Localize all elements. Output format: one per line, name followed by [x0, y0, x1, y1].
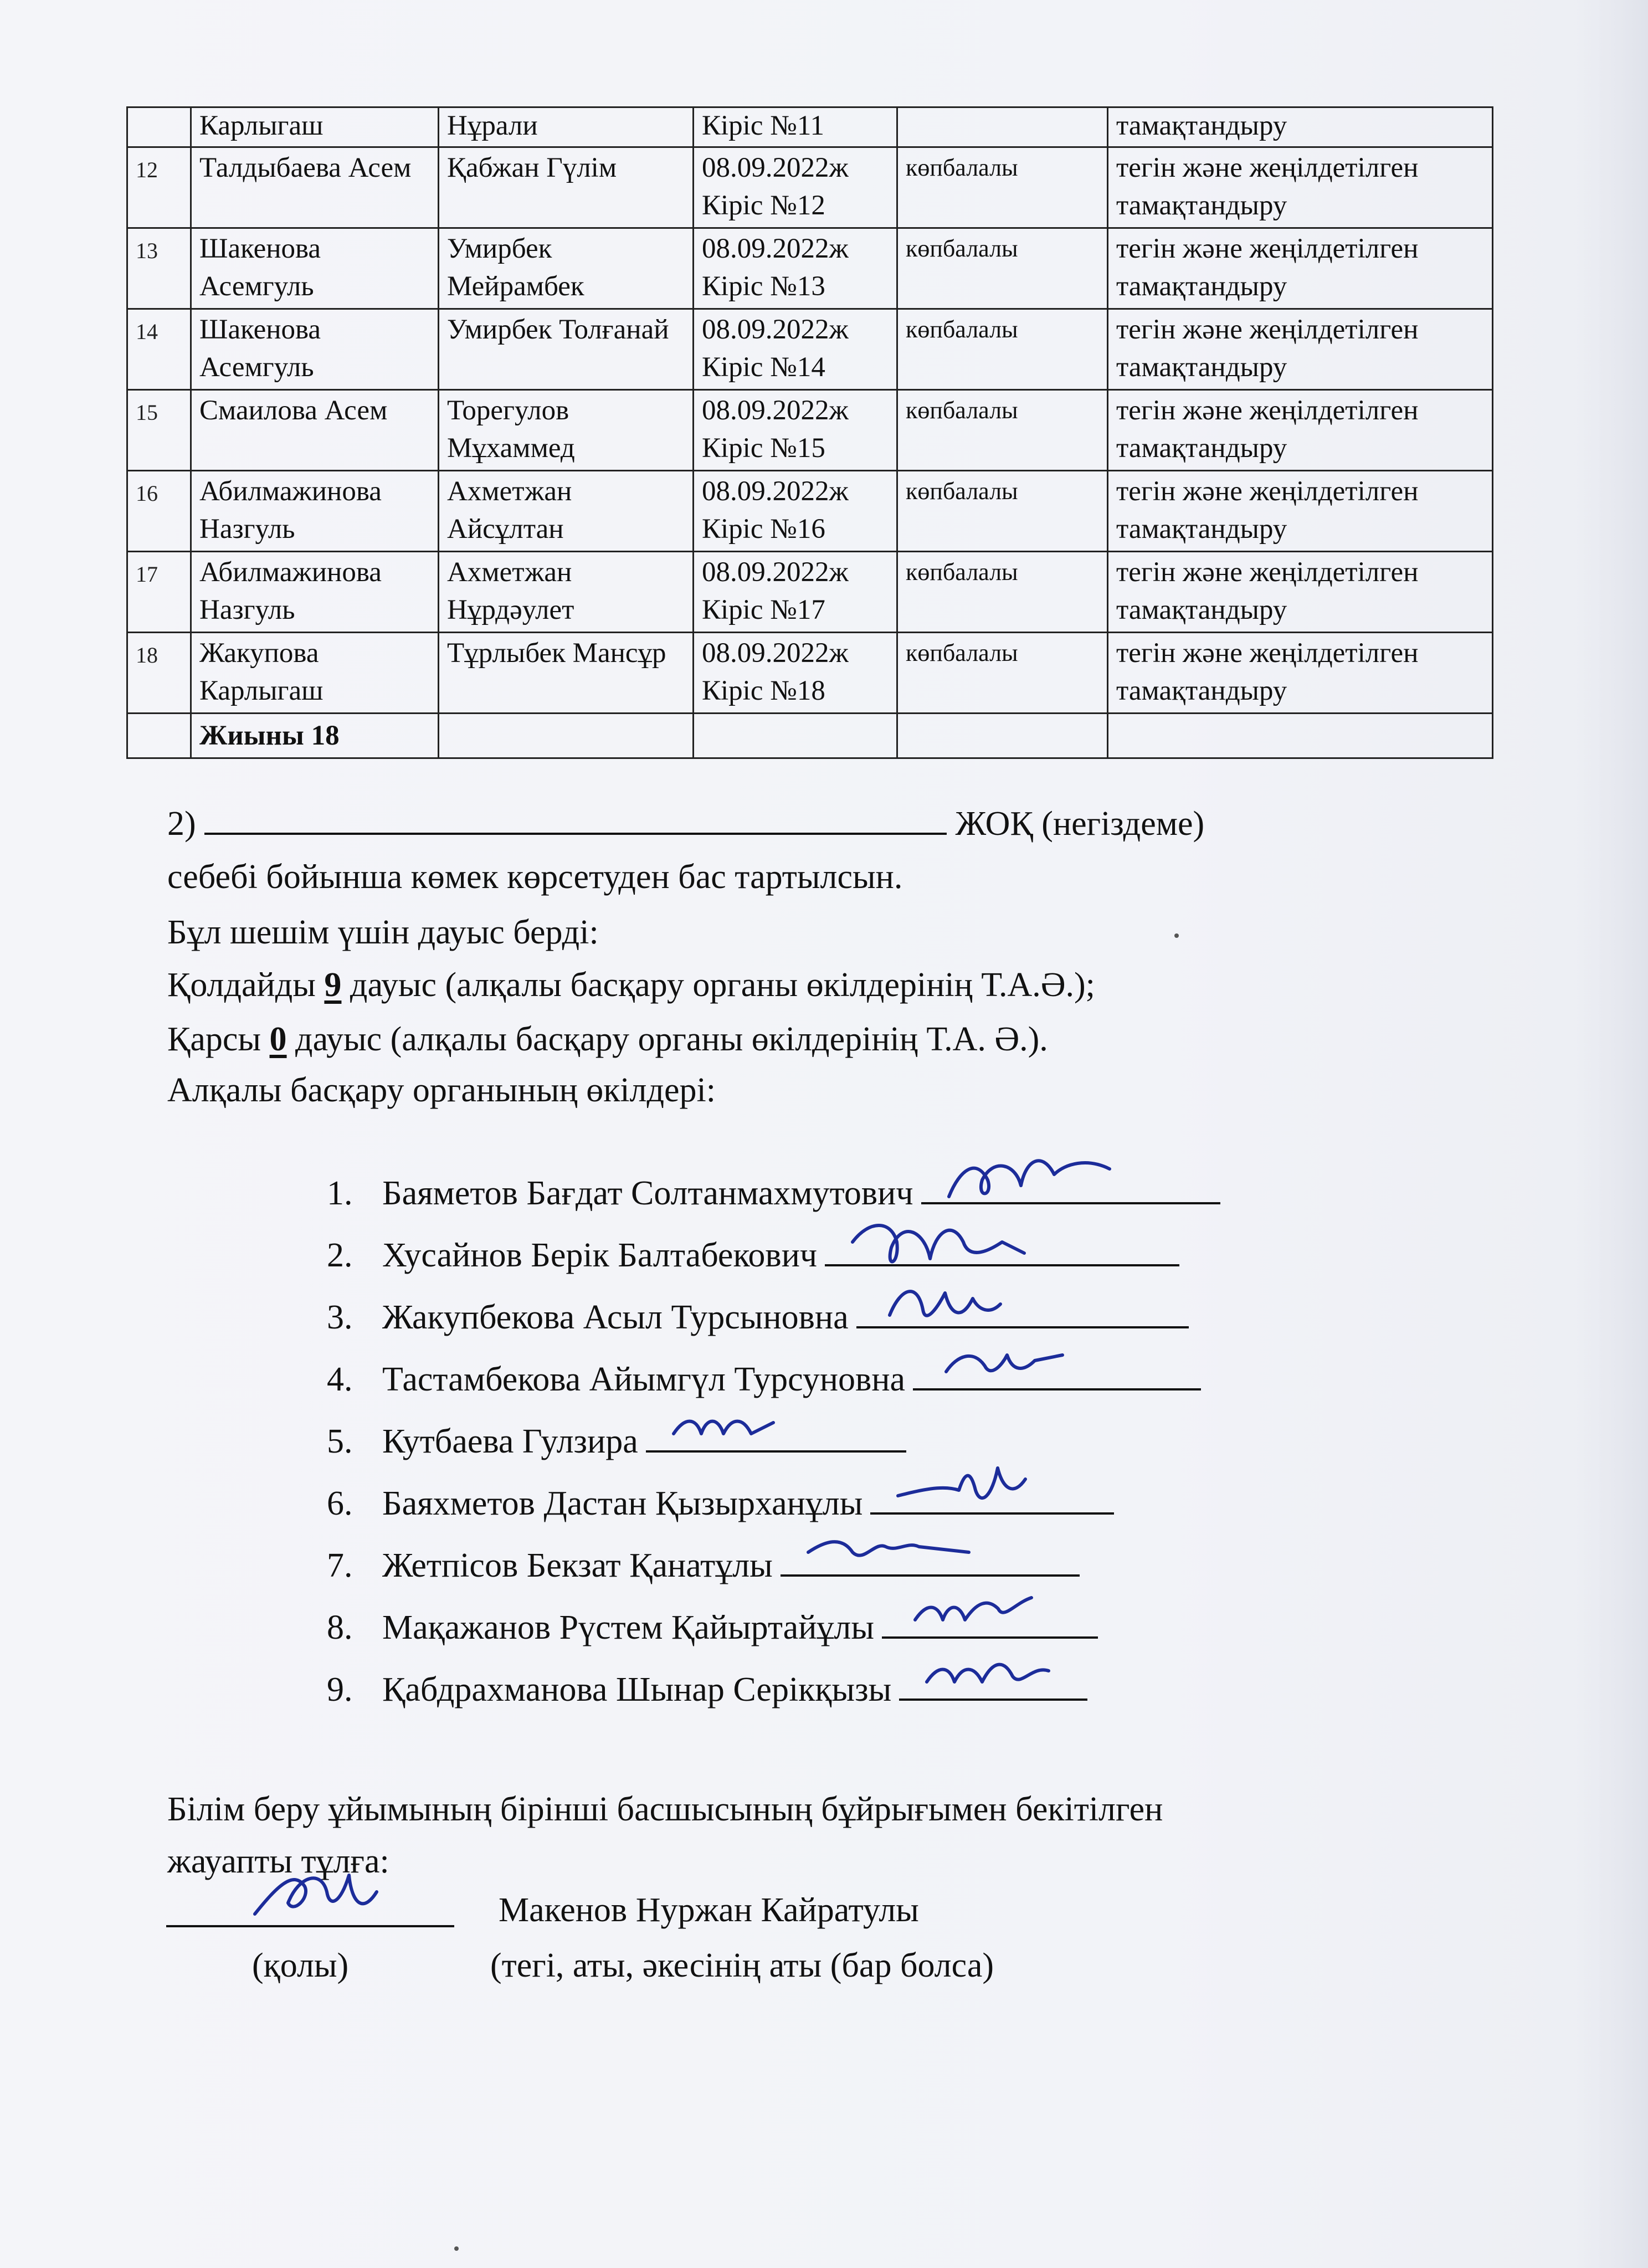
member-signature — [668, 1395, 856, 1467]
total-empty-cell — [127, 714, 191, 758]
member-signature — [803, 1519, 991, 1591]
paper-speck — [1174, 933, 1179, 938]
cell-date: 08.09.2022ж Кіріс №16 — [694, 471, 897, 552]
cell-date: 08.09.2022ж Кіріс №18 — [694, 633, 897, 714]
votes-against-line — [167, 1018, 1048, 1060]
cell-child: Умирбек Толғанай — [439, 309, 694, 390]
member-item — [327, 1417, 1220, 1479]
cell-category: көпбалалы — [897, 633, 1108, 714]
cell-num: 12 — [127, 147, 191, 228]
responsible-line-1: Білім беру ұйымының бірінші басшысының бұйрығымен бекітілген — [167, 1790, 1163, 1828]
cell-date: 08.09.2022ж Кіріс №14 — [694, 309, 897, 390]
cell-child: Ахметжан Айсұлтан — [439, 471, 694, 552]
member-signature — [943, 1147, 1132, 1219]
member-name: Баяхметов Дастан Қызырханұлы — [382, 1485, 863, 1522]
cell-applicant: Талдыбаева Асем — [191, 147, 439, 228]
cell-category: көпбалалы — [897, 309, 1108, 390]
cell-category: көпбалалы — [897, 471, 1108, 552]
cell-applicant: Смаилова Асем — [191, 390, 439, 471]
cell-num: 18 — [127, 633, 191, 714]
responsible-name: Макенов Нуржан Кайратулы — [499, 1891, 919, 1929]
member-signature — [879, 1271, 1067, 1343]
votes-against-label: Қарсы — [167, 1020, 261, 1058]
table-row — [127, 390, 1493, 471]
member-number: 1. — [327, 1174, 353, 1212]
signature-line — [913, 1355, 1201, 1390]
member-signature — [921, 1643, 1110, 1715]
cell-child: Ахметжан Нұрдәулет — [439, 552, 694, 633]
member-name: Мақажанов Рүстем Қайыртайұлы — [382, 1609, 874, 1646]
member-item — [327, 1231, 1220, 1293]
member-name: Жакупбекова Асыл Турсыновна — [382, 1299, 849, 1336]
member-name: Жетпісов Бекзат Қанатұлы — [382, 1547, 773, 1584]
votes-for-suffix: дауыс (алқалы басқару органы өкілдерінің Т.А.Ә.); — [350, 966, 1095, 1004]
cell-child: Нұрали — [439, 107, 694, 147]
signature-line — [921, 1169, 1220, 1204]
cell-num — [127, 107, 191, 147]
total-empty-cell — [897, 714, 1108, 758]
member-number: 2. — [327, 1236, 353, 1274]
member-number: 9. — [327, 1671, 353, 1708]
signature-line — [646, 1417, 906, 1453]
table-row — [127, 228, 1493, 309]
cell-date: 08.09.2022ж Кіріс №15 — [694, 390, 897, 471]
voted-text: Бұл шешім үшін дауыс берді: — [167, 914, 599, 951]
cell-service: тегін және жеңілдетілген тамақтандыру — [1108, 228, 1493, 309]
cell-service: тамақтандыру — [1108, 107, 1493, 147]
cell-date: 08.09.2022ж Кіріс №13 — [694, 228, 897, 309]
responsible-signature — [244, 1853, 388, 1931]
cell-category: көпбалалы — [897, 147, 1108, 228]
cell-service: тегін және жеңілдетілген тамақтандыру — [1108, 147, 1493, 228]
cell-applicant: Абилмажинова Назгуль — [191, 552, 439, 633]
cell-category: көпбалалы — [897, 390, 1108, 471]
total-empty-cell — [694, 714, 897, 758]
cell-category — [897, 107, 1108, 147]
total-empty-cell — [1108, 714, 1493, 758]
member-signature — [847, 1209, 1035, 1281]
item2-prefix: 2) — [167, 805, 196, 843]
cell-date: 08.09.2022ж Кіріс №12 — [694, 147, 897, 228]
cell-applicant: Жакупова Карлыгаш — [191, 633, 439, 714]
member-name: Қабдрахманова Шынар Серікқызы — [382, 1671, 892, 1708]
cell-category: көпбалалы — [897, 552, 1108, 633]
member-number: 4. — [327, 1361, 353, 1398]
total-empty-cell — [439, 714, 694, 758]
cell-child: Тұрлыбек Мансұр — [439, 633, 694, 714]
member-name: Баяметов Бағдат Солтанмахмутович — [382, 1174, 913, 1212]
member-number: 6. — [327, 1485, 353, 1522]
cell-num: 17 — [127, 552, 191, 633]
cell-service: тегін және жеңілдетілген тамақтандыру — [1108, 471, 1493, 552]
member-signature — [892, 1457, 1081, 1529]
cell-num: 16 — [127, 471, 191, 552]
recipients-table — [126, 106, 1493, 759]
cell-applicant: Шакенова Асемгуль — [191, 309, 439, 390]
member-signature — [935, 1333, 1123, 1405]
cell-applicant: Шакенова Асемгуль — [191, 228, 439, 309]
table-row — [127, 552, 1493, 633]
cell-service: тегін және жеңілдетілген тамақтандыру — [1108, 390, 1493, 471]
cell-applicant: Карлыгаш — [191, 107, 439, 147]
votes-against-count: 0 — [269, 1020, 287, 1058]
member-signature — [904, 1581, 1092, 1653]
table-row — [127, 309, 1493, 390]
signature-line — [856, 1293, 1189, 1328]
cell-num: 15 — [127, 390, 191, 471]
table-row — [127, 633, 1493, 714]
members-heading: Алқалы басқару органының өкілдері: — [167, 1071, 716, 1109]
signature-line — [870, 1479, 1114, 1515]
votes-against-suffix: дауыс (алқалы басқару органы өкілдерінің Т.А. Ә.). — [295, 1020, 1048, 1058]
refusal-text: себебі бойынша көмек көрсетуден бас тартылсын. — [167, 858, 903, 896]
responsible-line-2: жауапты тұлға: — [167, 1843, 389, 1880]
signature-line — [825, 1231, 1179, 1266]
cell-service: тегін және жеңілдетілген тамақтандыру — [1108, 309, 1493, 390]
votes-for-count: 9 — [324, 966, 342, 1004]
name-caption: (тегі, аты, әкесінің аты (бар болса) — [490, 1947, 994, 1984]
cell-date: 08.09.2022ж Кіріс №17 — [694, 552, 897, 633]
cell-num: 14 — [127, 309, 191, 390]
member-name: Хусайнов Берік Балтабекович — [382, 1236, 818, 1274]
member-number: 7. — [327, 1547, 353, 1584]
table-row — [127, 471, 1493, 552]
total-label: Жиыны 18 — [191, 714, 439, 758]
signature-caption: (қолы) — [252, 1947, 349, 1984]
member-item — [327, 1169, 1220, 1231]
member-number: 5. — [327, 1423, 353, 1460]
member-item — [327, 1665, 1220, 1727]
member-number: 3. — [327, 1299, 353, 1336]
member-item — [327, 1479, 1220, 1541]
cell-service: тегін және жеңілдетілген тамақтандыру — [1108, 552, 1493, 633]
cell-child: Қабжан Гүлім — [439, 147, 694, 228]
cell-category: көпбалалы — [897, 228, 1108, 309]
votes-for-label: Қолдайды — [167, 966, 316, 1004]
cell-service: тегін және жеңілдетілген тамақтандыру — [1108, 633, 1493, 714]
reason-blank-line — [204, 801, 947, 835]
signature-line — [899, 1665, 1087, 1701]
signature-line — [781, 1541, 1080, 1577]
cell-applicant: Абилмажинова Назгуль — [191, 471, 439, 552]
cell-child: Торегулов Мұхаммед — [439, 390, 694, 471]
paper-speck — [454, 2246, 459, 2251]
cell-child: Умирбек Мейрамбек — [439, 228, 694, 309]
responsible-signature-line — [166, 1892, 454, 1927]
page-edge-shadow — [1576, 0, 1648, 2268]
total-row — [127, 714, 1493, 758]
signature-line — [882, 1603, 1098, 1639]
member-number: 8. — [327, 1609, 353, 1646]
item2-suffix: ЖОҚ (негіздеме) — [955, 805, 1205, 843]
members-list — [327, 1169, 1220, 1727]
cell-date: Кіріс №11 — [694, 107, 897, 147]
item2-line — [167, 801, 1204, 845]
member-name: Тастамбекова Айымгүл Турсуновна — [382, 1361, 906, 1398]
table-row — [127, 147, 1493, 228]
table-row — [127, 107, 1493, 147]
votes-for-line — [167, 964, 1095, 1006]
member-name: Кутбаева Гулзира — [382, 1423, 638, 1460]
cell-num: 13 — [127, 228, 191, 309]
